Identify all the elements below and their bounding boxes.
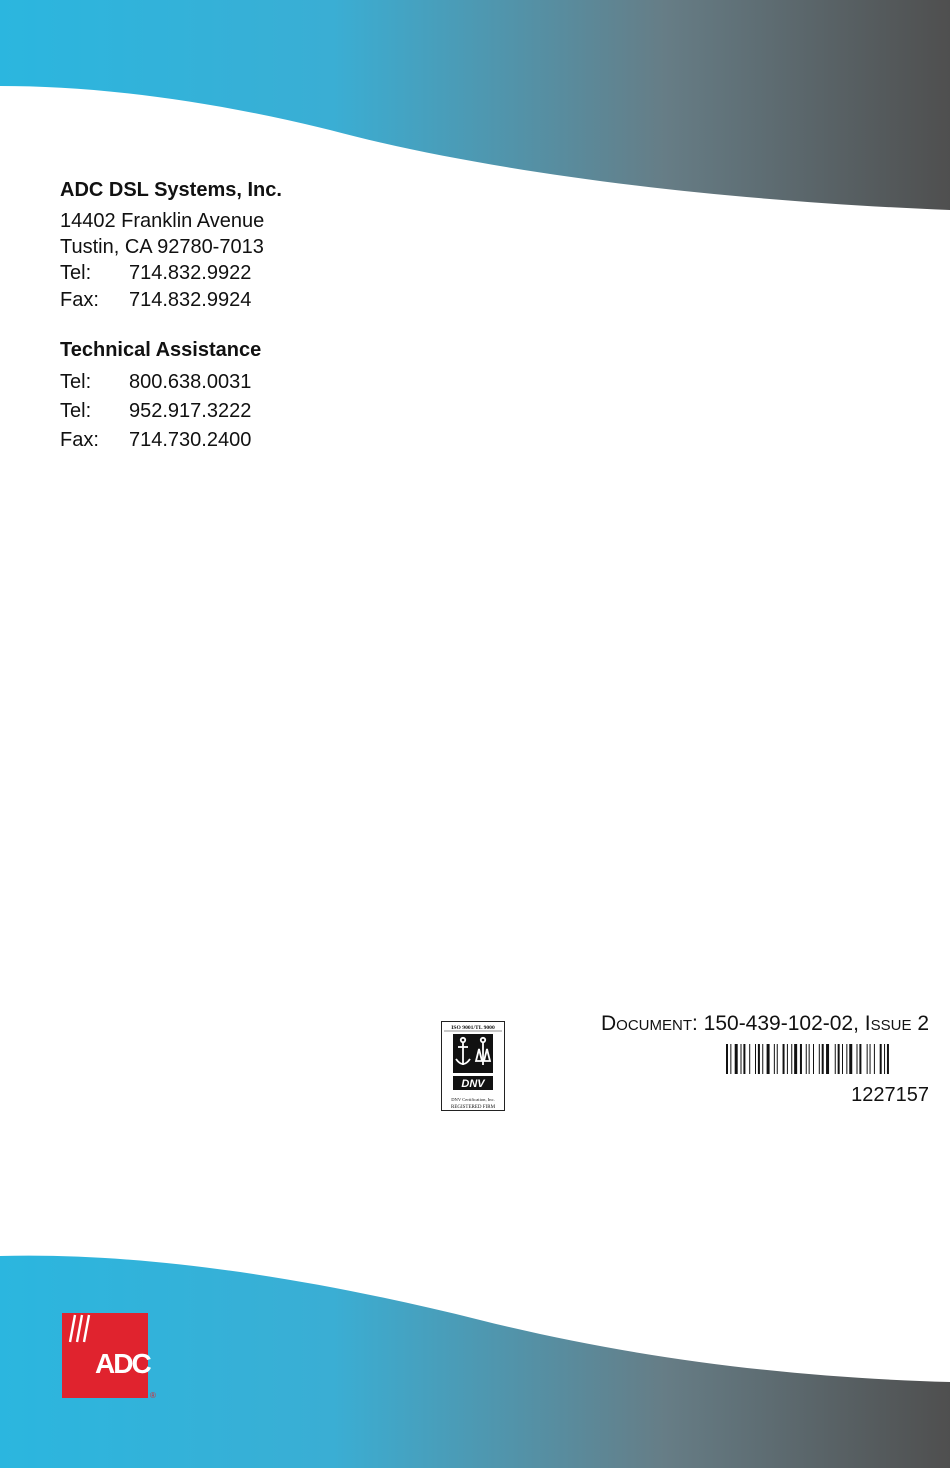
document-number: 150-439-102-02 xyxy=(703,1012,854,1035)
tech-row-label: Tel: xyxy=(60,371,92,393)
iso-badge-line-2: REGISTERED FIRM xyxy=(450,1105,496,1110)
barcode-bar xyxy=(857,1044,858,1074)
document-comma: , xyxy=(853,1012,865,1035)
barcode-bar xyxy=(846,1044,847,1074)
barcode-bar xyxy=(758,1044,760,1074)
document-label: Document xyxy=(600,1012,692,1035)
barcode-bar xyxy=(842,1044,843,1074)
barcode-bar xyxy=(849,1044,852,1074)
barcode xyxy=(726,1044,929,1074)
barcode-bar xyxy=(735,1044,738,1074)
barcode-bar xyxy=(819,1044,820,1074)
barcode-bar xyxy=(777,1044,778,1074)
barcode-bar xyxy=(783,1044,785,1074)
iso-badge-top-text: ISO 9001/TL 9000 xyxy=(451,1025,495,1031)
tech-assistance-title: Technical Assistance xyxy=(60,339,262,361)
tech-row xyxy=(60,426,480,455)
document-info xyxy=(601,1010,929,1108)
company-fax-row xyxy=(60,287,480,314)
barcode-bar xyxy=(755,1044,756,1074)
adc-logo-text: ADC xyxy=(95,1348,150,1379)
tech-row-value: 714.730.2400 xyxy=(129,429,252,451)
barcode-bar xyxy=(800,1044,802,1074)
barcode-bar xyxy=(730,1044,731,1074)
barcode-bar xyxy=(741,1044,742,1074)
document-colon: : xyxy=(691,1012,704,1035)
barcode-bar xyxy=(887,1044,889,1074)
address-line-1: 14402 Franklin Avenue xyxy=(60,210,265,232)
issue-label: Issue xyxy=(864,1012,912,1035)
contact-block xyxy=(60,176,480,455)
barcode-bar xyxy=(870,1044,871,1074)
tech-row-label: Fax: xyxy=(60,429,99,451)
company-tel-value: 714.832.9922 xyxy=(129,262,252,284)
barcode-bar xyxy=(806,1044,807,1074)
barcode-bar xyxy=(809,1044,810,1074)
barcode-bar xyxy=(749,1044,750,1074)
tech-row xyxy=(60,397,480,426)
issue-number: 2 xyxy=(917,1012,929,1035)
barcode-bar xyxy=(867,1044,868,1074)
company-name: ADC DSL Systems, Inc. xyxy=(60,179,282,201)
tech-row-value: 800.638.0031 xyxy=(129,371,252,393)
barcode-bar xyxy=(826,1044,829,1074)
barcode-bar xyxy=(838,1044,840,1074)
barcode-bar xyxy=(794,1044,797,1074)
barcode-bar xyxy=(787,1044,788,1074)
barcode-number: 1227157 xyxy=(851,1084,929,1106)
barcode-bar xyxy=(762,1044,763,1074)
barcode-bar xyxy=(743,1044,745,1074)
company-fax-label: Fax: xyxy=(60,289,99,311)
barcode-bar xyxy=(822,1044,824,1074)
barcode-bar xyxy=(874,1044,875,1074)
tech-row-label: Tel: xyxy=(60,400,92,422)
anchor-icon xyxy=(453,1034,493,1073)
barcode-bar xyxy=(767,1044,770,1074)
company-fax-value: 714.832.9924 xyxy=(129,289,252,311)
barcode-bar xyxy=(884,1044,885,1074)
iso-badge-line-1: DNV Certification, Inc. xyxy=(451,1097,495,1102)
iso-dnv-badge xyxy=(441,1021,505,1111)
document-id-line xyxy=(601,1010,929,1038)
barcode-bar xyxy=(859,1044,861,1074)
barcode-bar xyxy=(791,1044,792,1074)
barcode-bar xyxy=(726,1044,728,1074)
address-line-2: Tustin, CA 92780-7013 xyxy=(60,236,264,258)
registered-mark: ® xyxy=(150,1391,156,1400)
tech-row-value: 952.917.3222 xyxy=(129,400,252,422)
dnv-logo-text: DNV xyxy=(461,1078,485,1090)
barcode-bar xyxy=(774,1044,775,1074)
barcode-bar xyxy=(880,1044,882,1074)
adc-logo xyxy=(60,1310,160,1402)
company-tel-label: Tel: xyxy=(60,262,92,284)
tech-row xyxy=(60,368,480,397)
company-tel-row xyxy=(60,260,480,287)
barcode-bar xyxy=(835,1044,836,1074)
barcode-bar xyxy=(813,1044,814,1074)
